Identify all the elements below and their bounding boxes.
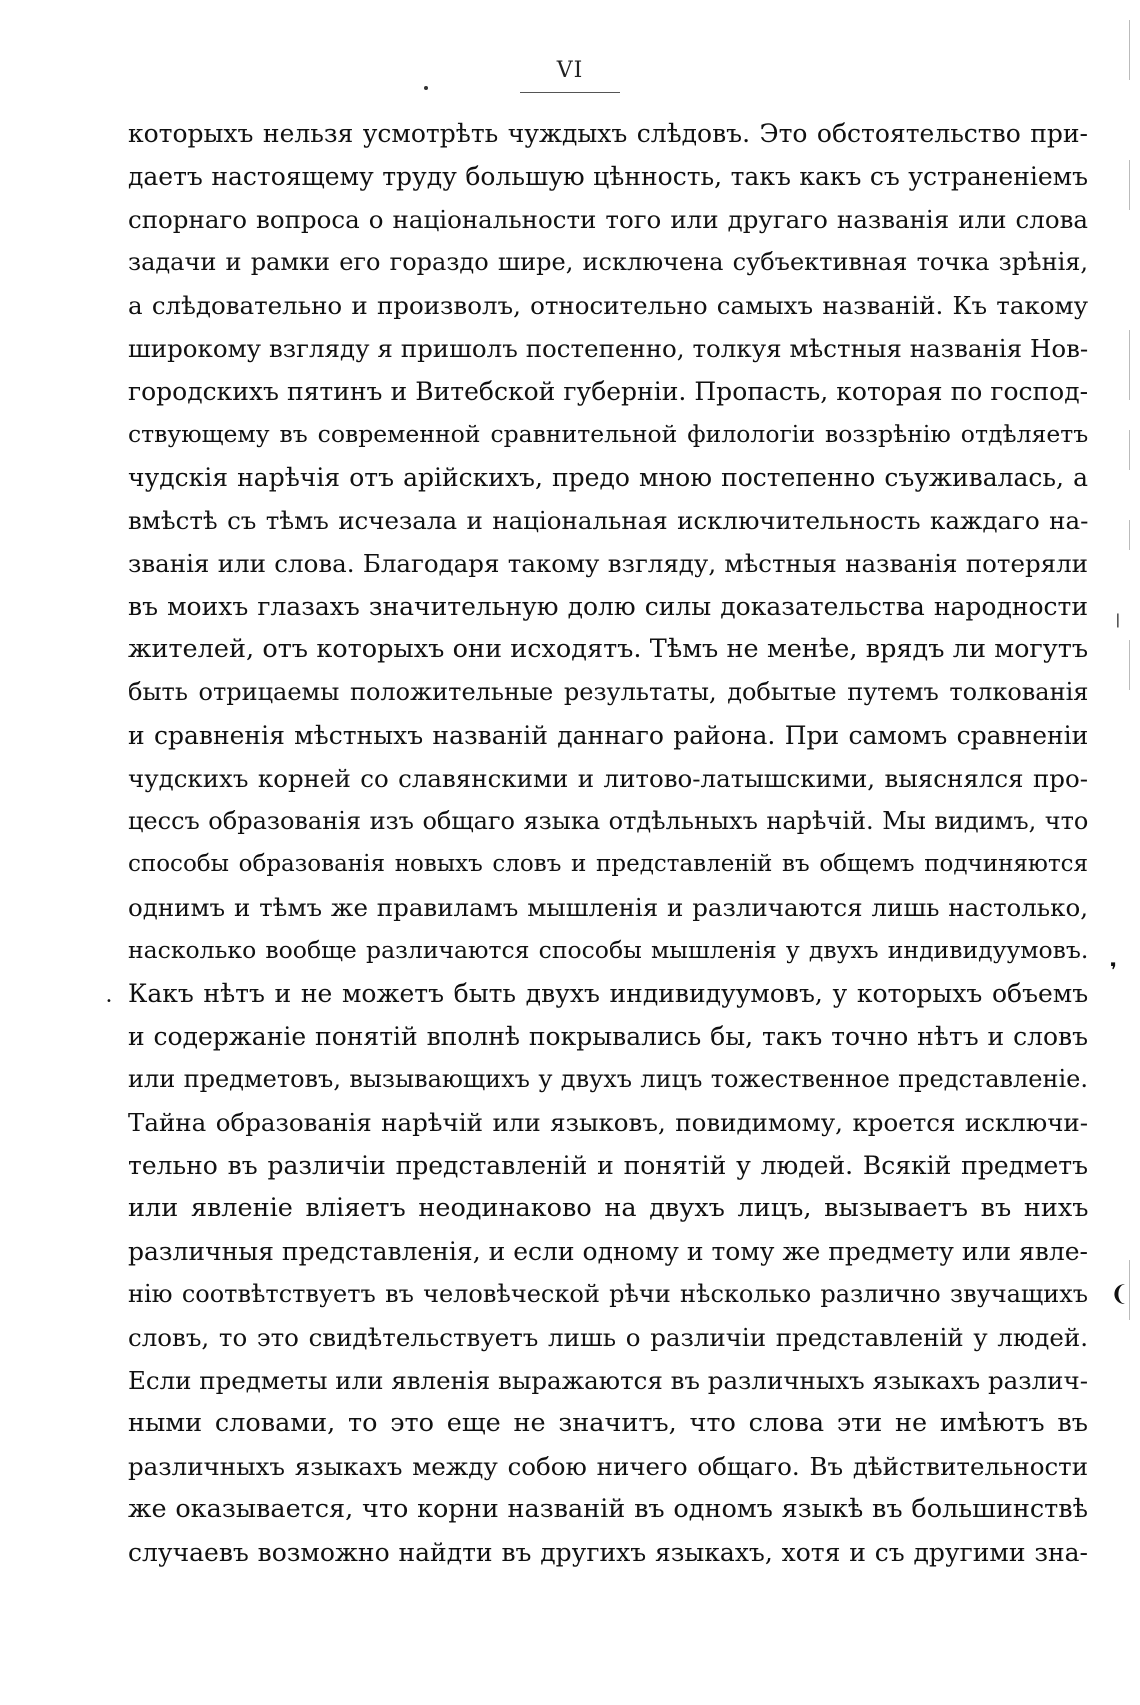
margin-mark-icon: ❨	[1110, 1282, 1129, 1307]
text-line: быть отрицаемы положительные результаты, добытые путемъ толкованія	[128, 678, 1088, 706]
margin-tick-icon: ❘	[1112, 612, 1124, 628]
text-line: или предметовъ, вызывающихъ у двухъ лицъ тожественное представленіе.	[128, 1065, 1088, 1093]
text-line: однимъ и тѣмъ же правиламъ мышленія и различаются лишь настолько,	[128, 893, 1088, 922]
text-line: нію соотвѣтствуетъ въ человѣческой рѣчи нѣсколько различно звучащихъ	[128, 1280, 1088, 1308]
text-line: жителей, отъ которыхъ они исходятъ. Тѣмъ не менѣе, врядъ ли могутъ	[128, 634, 1088, 664]
text-line: чудскія нарѣчія отъ арійскихъ, предо мною постепенно съуживалась, а	[128, 463, 1088, 492]
text-line: спорнаго вопроса о національности того или другаго названія или слова	[128, 205, 1088, 234]
text-line: способы образованія новыхъ словъ и представленій въ общемъ подчиняются	[128, 851, 1088, 877]
text-line: въ моихъ глазахъ значительную долю силы доказательства народности	[128, 592, 1088, 621]
text-line: цессъ образованія изъ общаго языка отдѣльныхъ нарѣчій. Мы видимъ, что	[128, 807, 1088, 835]
scan-edge-mark	[1129, 520, 1130, 550]
text-line: вмѣстѣ съ тѣмъ исчезала и національная исключительность каждаго на-	[128, 506, 1088, 535]
text-line: или явленіе вліяетъ неодинаково на двухъ лицъ, вызываетъ въ нихъ	[128, 1193, 1088, 1223]
text-line: различныхъ языкахъ между собою ничего общаго. Въ дѣйствительности	[128, 1452, 1088, 1481]
text-line: различныя представленія, и если одному и тому же предмету или явле-	[128, 1237, 1088, 1266]
body-text	[128, 112, 1088, 1574]
text-line: ствующему въ современной сравнительной филологіи воззрѣнію отдѣляетъ	[128, 420, 1088, 448]
text-line: Какъ нѣтъ и не можетъ быть двухъ индивидуумовъ, у которыхъ объемъ	[128, 979, 1088, 1008]
margin-mark-icon: ❜	[1110, 958, 1117, 982]
text-line: словъ, то это свидѣтельствуетъ лишь о различіи представленій у людей.	[128, 1323, 1088, 1352]
scan-edge-mark	[1129, 20, 1130, 80]
text-line: ными словами, то это еще не значитъ, что слова эти не имѣютъ въ	[128, 1408, 1088, 1438]
text-line: городскихъ пятинъ и Витебской губерніи. Пропасть, которая по господ-	[128, 377, 1088, 406]
scan-edge-mark	[1129, 430, 1130, 470]
margin-dot-icon: •	[106, 996, 112, 1007]
text-line: насколько вообще различаются способы мышленія у двухъ индивидуумовъ.	[128, 936, 1088, 964]
scan-edge-mark	[1129, 640, 1130, 690]
header-rule	[520, 92, 620, 93]
scan-edge-mark	[1129, 330, 1130, 400]
text-line: званія или слова. Благодаря такому взгляду, мѣстныя названія потеряли	[128, 549, 1088, 578]
text-line: случаевъ возможно найдти въ другихъ языкахъ, хотя и съ другими зна-	[128, 1538, 1088, 1567]
scan-edge-mark	[1129, 160, 1130, 210]
page-number: VI	[556, 58, 584, 83]
text-line: широкому взгляду я пришолъ постепенно, толкуя мѣстныя названія Нов-	[128, 334, 1088, 363]
header-dot	[424, 86, 428, 90]
text-line: которыхъ нельзя усмотрѣть чуждыхъ слѣдовъ. Это обстоятельство при-	[128, 119, 1088, 148]
text-line: а слѣдовательно и произволъ, относительно самыхъ названій. Къ такому	[128, 291, 1088, 320]
text-line: и содержаніе понятій вполнѣ покрывались бы, такъ точно нѣтъ и словъ	[128, 1022, 1088, 1051]
text-line: Если предметы или явленія выражаются въ различныхъ языкахъ различ-	[128, 1366, 1088, 1395]
text-line: задачи и рамки его гораздо шире, исключена субъективная точка зрѣнія,	[128, 248, 1088, 276]
text-line: Тайна образованія нарѣчій или языковъ, повидимому, кроется исключи-	[128, 1108, 1088, 1137]
text-line: чудскихъ корней со славянскими и литово-латышскими, выяснялся про-	[128, 764, 1088, 793]
text-line: же оказывается, что корни названій въ одномъ языкѣ въ большинствѣ	[128, 1494, 1088, 1524]
text-line: тельно въ различіи представленій и понятій у людей. Всякій предметъ	[128, 1151, 1088, 1180]
text-line: и сравненія мѣстныхъ названій даннаго района. При самомъ сравненіи	[128, 721, 1088, 750]
scan-edge-mark	[1129, 1260, 1130, 1320]
text-line: даетъ настоящему труду большую цѣнность, такъ какъ съ устраненіемъ	[128, 162, 1088, 191]
